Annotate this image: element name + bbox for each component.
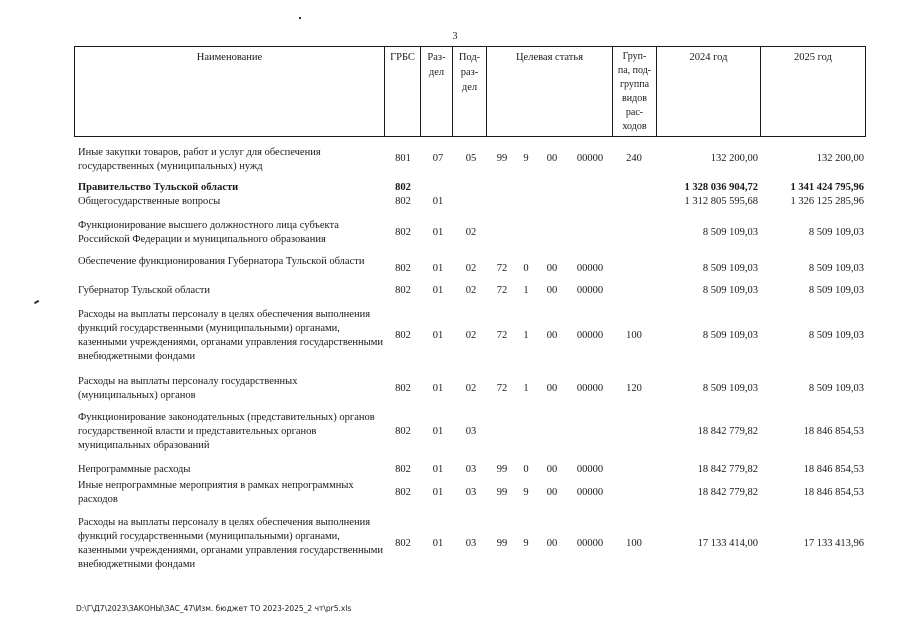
header-grbs-label: ГРБС	[390, 52, 415, 63]
row-podrazdel: 03	[465, 464, 477, 475]
row-name: Губернатор Тульской области	[78, 285, 211, 296]
row-podrazdel: 02	[465, 285, 477, 296]
header-razdel	[421, 47, 453, 137]
header-name-label: Наименование	[196, 52, 263, 63]
row-name: Правительство Тульской области	[78, 182, 239, 193]
header-2024-label: 2024 год	[689, 52, 728, 63]
row-name: Общегосударственные вопросы	[78, 196, 221, 207]
row-expense-group: 240	[626, 153, 642, 164]
row-target-program: 99	[496, 538, 508, 549]
row-target-main: 00	[546, 383, 558, 394]
header-2024	[657, 47, 761, 137]
row-razdel: 07	[432, 153, 444, 164]
scan-speck	[299, 17, 301, 19]
row-grbs: 802	[395, 487, 411, 498]
row-name: Функционирование высшего должностного лица субъекта Российской Федерации и муниципального образования	[78, 220, 339, 245]
row-razdel: 01	[432, 196, 444, 207]
row-grbs: 802	[395, 196, 411, 207]
row-target-direction: 00000	[576, 487, 604, 498]
row-amount-2024: 1 328 036 904,72	[684, 182, 758, 193]
row-target-subprogram: 0	[523, 464, 529, 475]
row-target-main: 00	[546, 330, 558, 341]
row-expense-group: 120	[626, 383, 642, 394]
row-name: Иные непрограммные мероприятия в рамках непрограммных расходов	[78, 480, 354, 505]
header-target	[487, 47, 613, 137]
row-podrazdel: 03	[465, 487, 477, 498]
row-amount-2024: 132 200,00	[710, 153, 758, 164]
row-target-main: 00	[546, 464, 558, 475]
row-grbs: 802	[395, 426, 411, 437]
scan-speck	[34, 300, 39, 304]
row-amount-2025: 8 509 109,03	[808, 330, 864, 341]
row-target-program: 72	[496, 263, 508, 274]
header-podrazdel-label: Под- раз- дел	[458, 52, 481, 93]
row-grbs: 802	[395, 182, 411, 193]
row-amount-2024: 8 509 109,03	[702, 227, 758, 238]
row-amount-2025: 8 509 109,03	[808, 263, 864, 274]
page-number: 3	[452, 31, 458, 42]
row-amount-2025: 1 341 424 795,96	[790, 182, 864, 193]
row-target-program: 99	[496, 464, 508, 475]
row-amount-2024: 1 312 805 595,68	[684, 196, 758, 207]
row-target-program: 99	[496, 153, 508, 164]
row-razdel: 01	[432, 263, 444, 274]
row-amount-2025: 18 846 854,53	[803, 426, 864, 437]
row-target-program: 72	[496, 330, 508, 341]
row-target-main: 00	[546, 263, 558, 274]
row-amount-2025: 1 326 125 285,96	[790, 196, 864, 207]
row-expense-group: 100	[626, 330, 642, 341]
row-razdel: 01	[432, 383, 444, 394]
row-target-program: 99	[496, 487, 508, 498]
row-name: Расходы на выплаты персоналу в целях обеспечения выполнения функций государственными (муниципальными) органами, казенными учреждениями, органами управления государственными внебюджетными фондами	[78, 517, 383, 570]
row-target-direction: 00000	[576, 263, 604, 274]
row-grbs: 802	[395, 383, 411, 394]
row-target-subprogram: 1	[523, 383, 529, 394]
row-name: Иные закупки товаров, работ и услуг для обеспечения государственных (муниципальных) нужд	[78, 147, 321, 172]
row-amount-2024: 8 509 109,03	[702, 285, 758, 296]
row-podrazdel: 02	[465, 330, 477, 341]
header-group	[613, 47, 657, 137]
row-grbs: 802	[395, 464, 411, 475]
row-podrazdel: 03	[465, 426, 477, 437]
header-grbs	[385, 47, 421, 137]
row-amount-2025: 17 133 413,96	[803, 538, 864, 549]
row-amount-2025: 18 846 854,53	[803, 487, 864, 498]
row-target-main: 00	[546, 153, 558, 164]
row-amount-2024: 8 509 109,03	[702, 263, 758, 274]
row-target-direction: 00000	[576, 464, 604, 475]
row-grbs: 802	[395, 538, 411, 549]
row-podrazdel: 02	[465, 227, 477, 238]
row-razdel: 01	[432, 330, 444, 341]
header-2025-label: 2025 год	[794, 52, 832, 63]
row-amount-2025: 18 846 854,53	[803, 464, 864, 475]
row-razdel: 01	[432, 227, 444, 238]
row-amount-2025: 8 509 109,03	[808, 285, 864, 296]
row-target-main: 00	[546, 538, 558, 549]
row-target-direction: 00000	[576, 153, 604, 164]
row-razdel: 01	[432, 464, 444, 475]
row-amount-2024: 18 842 779,82	[697, 487, 758, 498]
row-amount-2024: 18 842 779,82	[697, 426, 758, 437]
row-amount-2025: 132 200,00	[816, 153, 864, 164]
row-target-subprogram: 9	[523, 538, 529, 549]
row-target-direction: 00000	[576, 383, 604, 394]
row-target-main: 00	[546, 487, 558, 498]
row-target-program: 72	[496, 383, 508, 394]
row-target-subprogram: 0	[523, 263, 529, 274]
row-podrazdel: 03	[465, 538, 477, 549]
row-amount-2024: 18 842 779,82	[697, 464, 758, 475]
footer-file-path: D:\Г\Д7\2023\ЗАКОНЫ\ЗАС_47\Изм. бюджет ТО 2023-2025_2 чт\pr5.xls	[76, 604, 352, 613]
row-podrazdel: 05	[465, 153, 477, 164]
row-razdel: 01	[432, 426, 444, 437]
row-razdel: 01	[432, 487, 444, 498]
row-razdel: 01	[432, 285, 444, 296]
row-amount-2024: 8 509 109,03	[702, 330, 758, 341]
row-target-subprogram: 9	[523, 153, 529, 164]
row-grbs: 801	[395, 153, 411, 164]
row-razdel: 01	[432, 538, 444, 549]
header-group-label: Груп- па, под- группа видов рас- ходов	[617, 51, 652, 132]
header-target-label: Целевая статья	[515, 52, 584, 63]
row-name: Непрограммные расходы	[78, 464, 191, 475]
header-podrazdel	[453, 47, 487, 137]
row-name: Обеспечение функционирования Губернатора Тульской области	[78, 256, 365, 267]
row-target-program: 72	[496, 285, 508, 296]
row-name: Расходы на выплаты персоналу государственных (муниципальных) органов	[78, 376, 298, 401]
row-podrazdel: 02	[465, 383, 477, 394]
row-grbs: 802	[395, 227, 411, 238]
header-2025	[761, 47, 866, 137]
row-target-subprogram: 1	[523, 285, 529, 296]
row-grbs: 802	[395, 330, 411, 341]
row-amount-2024: 8 509 109,03	[702, 383, 758, 394]
header-razdel-label: Раз- дел	[427, 52, 446, 78]
row-amount-2025: 8 509 109,03	[808, 383, 864, 394]
row-amount-2025: 8 509 109,03	[808, 227, 864, 238]
row-name: Расходы на выплаты персоналу в целях обеспечения выполнения функций государственными (муниципальными) органами, казенными учреждениями, органами управления государственными внебюджетными фондами	[78, 309, 383, 362]
row-expense-group: 100	[626, 538, 642, 549]
row-target-direction: 00000	[576, 285, 604, 296]
row-target-subprogram: 9	[523, 487, 529, 498]
row-target-main: 00	[546, 285, 558, 296]
header-name	[75, 47, 385, 137]
row-grbs: 802	[395, 263, 411, 274]
table-header	[74, 46, 866, 137]
row-target-subprogram: 1	[523, 330, 529, 341]
row-amount-2024: 17 133 414,00	[697, 538, 758, 549]
row-target-direction: 00000	[576, 538, 604, 549]
row-target-direction: 00000	[576, 330, 604, 341]
row-name: Функционирование законодательных (представительных) органов государственной власти и представительных органов муниципальных образований	[78, 412, 375, 451]
row-podrazdel: 02	[465, 263, 477, 274]
row-grbs: 802	[395, 285, 411, 296]
